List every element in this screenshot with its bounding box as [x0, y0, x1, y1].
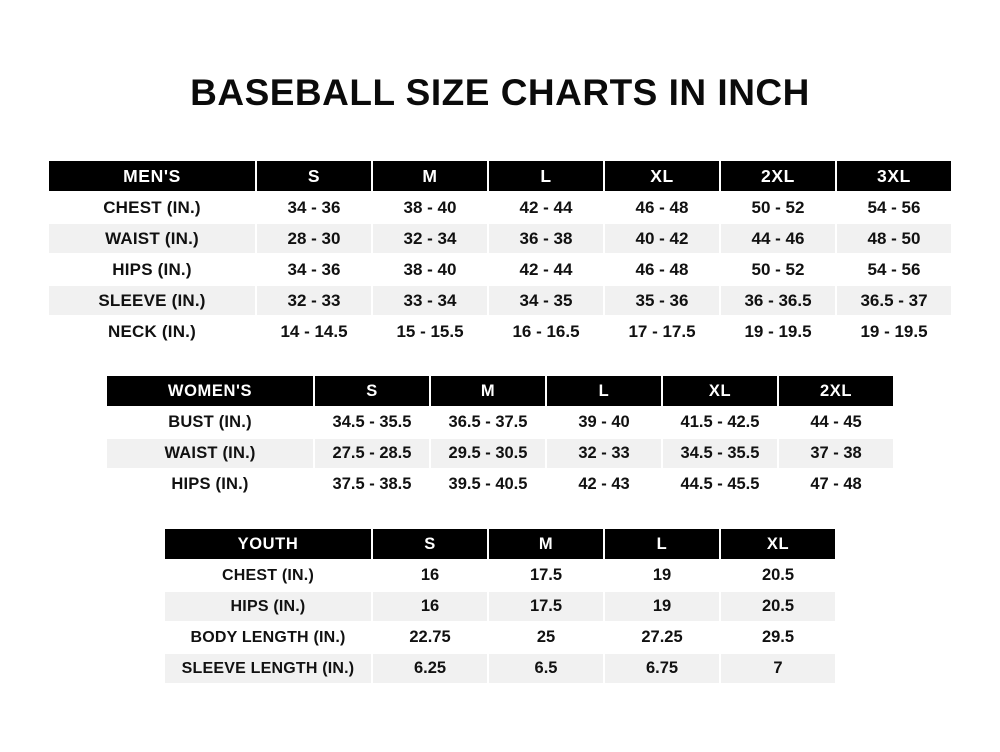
table-row [106, 407, 894, 438]
cell: 20.5 [720, 560, 836, 591]
page-title: BASEBALL SIZE CHARTS IN INCH [190, 72, 810, 113]
mens-header-2xl: 2XL [720, 160, 836, 192]
table-row [48, 223, 952, 254]
table-row [48, 285, 952, 316]
cell: 44 - 45 [778, 407, 894, 438]
row-label: WAIST (IN.) [48, 223, 256, 254]
row-label: HIPS (IN.) [106, 469, 314, 500]
cell: 44.5 - 45.5 [662, 469, 778, 500]
womens-header-m: M [430, 375, 546, 407]
cell: 47 - 48 [778, 469, 894, 500]
cell: 41.5 - 42.5 [662, 407, 778, 438]
cell: 39.5 - 40.5 [430, 469, 546, 500]
cell: 36.5 - 37.5 [430, 407, 546, 438]
cell: 50 - 52 [720, 192, 836, 223]
cell: 34.5 - 35.5 [662, 438, 778, 469]
cell: 36.5 - 37 [836, 285, 952, 316]
youth-header-l: L [604, 528, 720, 560]
cell: 6.25 [372, 653, 488, 684]
youth-header-s: S [372, 528, 488, 560]
row-label: BODY LENGTH (IN.) [164, 622, 372, 653]
cell: 42 - 44 [488, 192, 604, 223]
youth-table-body [164, 560, 836, 684]
cell: 32 - 33 [256, 285, 372, 316]
cell: 34 - 35 [488, 285, 604, 316]
cell: 29.5 - 30.5 [430, 438, 546, 469]
row-label: SLEEVE (IN.) [48, 285, 256, 316]
row-label: NECK (IN.) [48, 316, 256, 347]
cell: 38 - 40 [372, 254, 488, 285]
womens-size-table [105, 374, 895, 501]
table-row [164, 591, 836, 622]
table-header-row [48, 160, 952, 192]
cell: 19 - 19.5 [836, 316, 952, 347]
mens-header-3xl: 3XL [836, 160, 952, 192]
cell: 25 [488, 622, 604, 653]
cell: 40 - 42 [604, 223, 720, 254]
cell: 34.5 - 35.5 [314, 407, 430, 438]
youth-header-xl: XL [720, 528, 836, 560]
cell: 42 - 43 [546, 469, 662, 500]
youth-size-table [163, 527, 837, 685]
youth-table-head [164, 528, 836, 560]
table-row [106, 438, 894, 469]
cell: 32 - 33 [546, 438, 662, 469]
table-row [106, 469, 894, 500]
row-label: HIPS (IN.) [164, 591, 372, 622]
womens-header-2xl: 2XL [778, 375, 894, 407]
cell: 37.5 - 38.5 [314, 469, 430, 500]
mens-header-l: L [488, 160, 604, 192]
table-row [164, 560, 836, 591]
mens-header-s: S [256, 160, 372, 192]
cell: 54 - 56 [836, 192, 952, 223]
cell: 17.5 [488, 591, 604, 622]
cell: 29.5 [720, 622, 836, 653]
row-label: BUST (IN.) [106, 407, 314, 438]
cell: 54 - 56 [836, 254, 952, 285]
table-row [48, 316, 952, 347]
table-row [164, 622, 836, 653]
mens-header-category: MEN'S [48, 160, 256, 192]
cell: 27.5 - 28.5 [314, 438, 430, 469]
cell: 35 - 36 [604, 285, 720, 316]
cell: 39 - 40 [546, 407, 662, 438]
cell: 19 [604, 560, 720, 591]
cell: 6.5 [488, 653, 604, 684]
cell: 7 [720, 653, 836, 684]
womens-header-l: L [546, 375, 662, 407]
cell: 19 [604, 591, 720, 622]
cell: 38 - 40 [372, 192, 488, 223]
cell: 37 - 38 [778, 438, 894, 469]
row-label: SLEEVE LENGTH (IN.) [164, 653, 372, 684]
cell: 27.25 [604, 622, 720, 653]
table-row [164, 653, 836, 684]
size-tables-container [0, 114, 1000, 685]
cell: 16 - 16.5 [488, 316, 604, 347]
row-label: HIPS (IN.) [48, 254, 256, 285]
womens-table-head [106, 375, 894, 407]
cell: 17 - 17.5 [604, 316, 720, 347]
cell: 14 - 14.5 [256, 316, 372, 347]
mens-header-m: M [372, 160, 488, 192]
cell: 6.75 [604, 653, 720, 684]
womens-header-s: S [314, 375, 430, 407]
table-header-row [106, 375, 894, 407]
cell: 36 - 36.5 [720, 285, 836, 316]
womens-header-xl: XL [662, 375, 778, 407]
womens-table-body [106, 407, 894, 500]
cell: 42 - 44 [488, 254, 604, 285]
cell: 33 - 34 [372, 285, 488, 316]
womens-header-category: WOMEN'S [106, 375, 314, 407]
mens-table-head [48, 160, 952, 192]
cell: 46 - 48 [604, 254, 720, 285]
cell: 16 [372, 591, 488, 622]
row-label: CHEST (IN.) [164, 560, 372, 591]
cell: 20.5 [720, 591, 836, 622]
table-header-row [164, 528, 836, 560]
youth-header-m: M [488, 528, 604, 560]
cell: 32 - 34 [372, 223, 488, 254]
cell: 44 - 46 [720, 223, 836, 254]
cell: 16 [372, 560, 488, 591]
row-label: WAIST (IN.) [106, 438, 314, 469]
cell: 50 - 52 [720, 254, 836, 285]
cell: 34 - 36 [256, 254, 372, 285]
cell: 15 - 15.5 [372, 316, 488, 347]
mens-header-xl: XL [604, 160, 720, 192]
youth-header-category: YOUTH [164, 528, 372, 560]
cell: 48 - 50 [836, 223, 952, 254]
cell: 34 - 36 [256, 192, 372, 223]
cell: 28 - 30 [256, 223, 372, 254]
mens-size-table [47, 159, 953, 348]
cell: 19 - 19.5 [720, 316, 836, 347]
mens-table-body [48, 192, 952, 347]
cell: 22.75 [372, 622, 488, 653]
cell: 17.5 [488, 560, 604, 591]
table-row [48, 192, 952, 223]
row-label: CHEST (IN.) [48, 192, 256, 223]
cell: 46 - 48 [604, 192, 720, 223]
table-row [48, 254, 952, 285]
cell: 36 - 38 [488, 223, 604, 254]
